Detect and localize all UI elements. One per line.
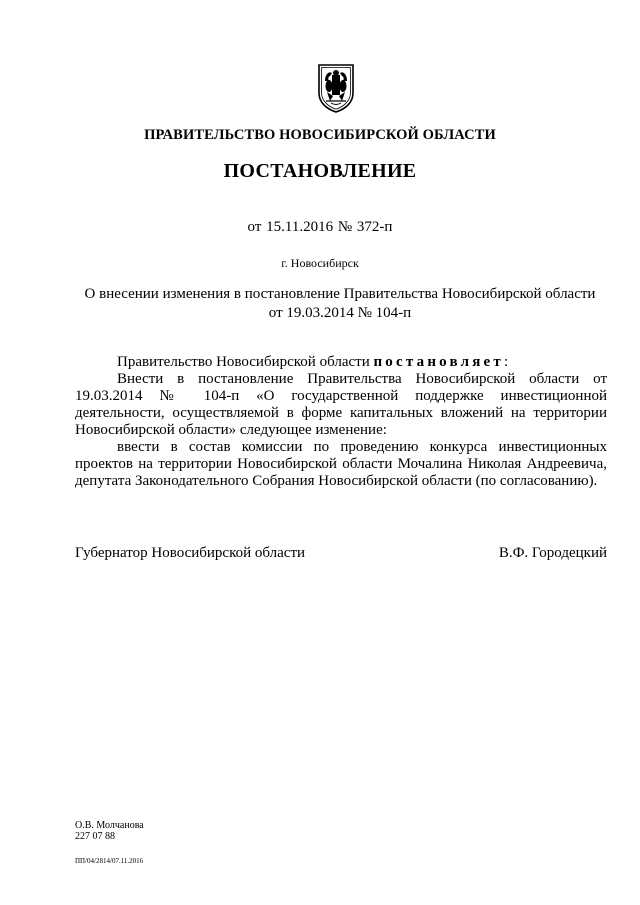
document-title (60, 285, 620, 323)
title-line-1: О внесении изменения в постановление Правительства Новосибирской области (84, 286, 596, 302)
city: г. Новосибирск (281, 256, 359, 270)
intro-prefix: Правительство Новосибирской области (117, 354, 370, 370)
executor-phone: 227 07 88 (75, 831, 115, 842)
paragraph-1: Внести в постановление Правительства Новосибирской области от 19.03.2014 № 104-п «О государственной поддержке инвестиционной деятельности, осуществляемой в форме капитальных вложений на территории Новосибирской области» следующее изменение: (75, 371, 607, 438)
paragraph-2: ввести в состав комиссии по проведению конкурса инвестиционных проектов на территории Новосибирской области Мочалина Николая Андреевича, депутата Законодательного Собрания Новосибирской области (по согласованию). (75, 439, 607, 489)
title-line-2: от 19.03.2014 № 104-п (268, 305, 412, 321)
document-body (75, 354, 607, 490)
date-prefix: от (247, 219, 262, 235)
organization-name: ПРАВИТЕЛЬСТВО НОВОСИБИРСКОЙ ОБЛАСТИ (144, 127, 496, 143)
signatory-name: В.Ф. Городецкий (498, 545, 607, 561)
executor-block (75, 820, 144, 842)
intro-paragraph (75, 354, 607, 371)
coat-of-arms-icon (317, 63, 355, 113)
signatory-position: Губернатор Новосибирской области (75, 545, 306, 561)
document-number: № 372-п (337, 219, 393, 235)
date-number-line (0, 219, 640, 236)
document-type: ПОСТАНОВЛЕНИЕ (223, 160, 417, 182)
decree-verb: постановляет (373, 354, 504, 370)
footer-code: ПП/04/2814/07.11.2016 (75, 857, 144, 865)
executor-name: О.В. Молчанова (75, 820, 144, 831)
intro-suffix: : (503, 354, 509, 370)
document-date: 15.11.2016 (266, 219, 334, 235)
